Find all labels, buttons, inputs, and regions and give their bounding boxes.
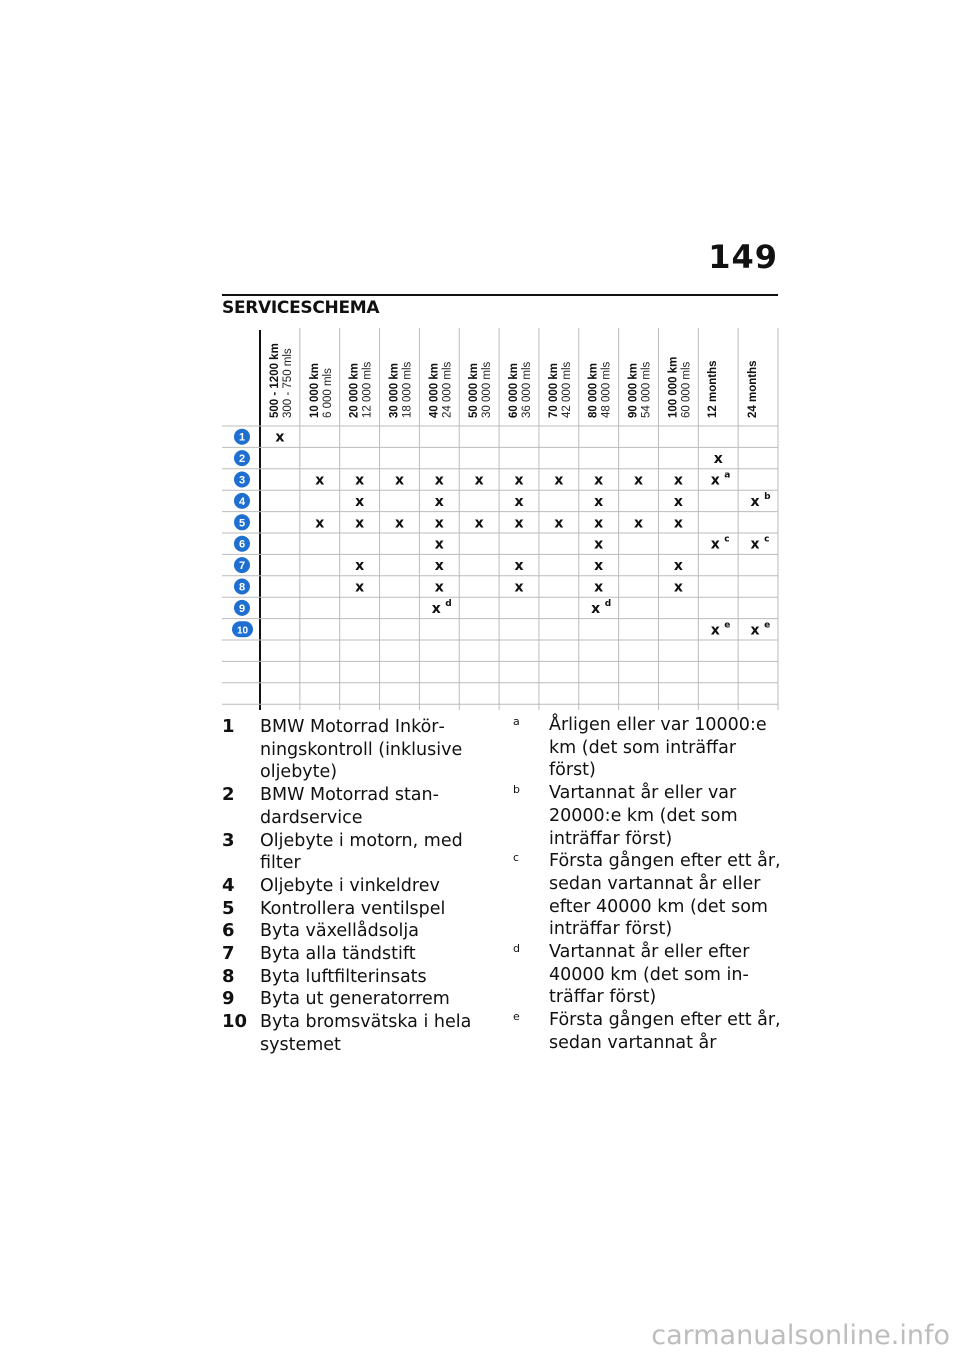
service-mark: x bbox=[594, 493, 604, 510]
footnotes bbox=[512, 714, 782, 1055]
legend-number: 2 bbox=[222, 784, 235, 806]
footnote-mark: c bbox=[513, 851, 520, 865]
legend-item bbox=[222, 784, 472, 829]
footnote-mark: a bbox=[513, 715, 520, 728]
column-header-km: 60 000 km bbox=[508, 363, 520, 418]
column-header-km: 20 000 km bbox=[348, 363, 361, 418]
legend-text: Kontrollera ventilspel bbox=[260, 898, 446, 919]
service-mark: x bbox=[355, 515, 365, 532]
section-title: SERVICESCHEMA bbox=[222, 298, 380, 318]
row-badge-label: 4 bbox=[238, 495, 246, 508]
legend-text: Byta luftfilterinsats bbox=[260, 966, 427, 987]
column-header-km: 90 000 km bbox=[627, 363, 640, 418]
column-header-mls: 60 000 mls bbox=[680, 361, 693, 418]
footnote-text: Vartannat år eller var 20000:e km (det som inträffar först) bbox=[549, 783, 738, 849]
service-mark: x bbox=[355, 579, 365, 596]
service-mark: x bbox=[434, 579, 444, 596]
service-mark: x bbox=[713, 451, 723, 468]
service-mark: x bbox=[673, 493, 683, 510]
service-item-legend bbox=[222, 716, 472, 1057]
legend-number: 1 bbox=[222, 716, 235, 737]
service-mark: x bbox=[474, 515, 484, 532]
legend-text: BMW Motorrad standardservice bbox=[260, 785, 439, 828]
column-header-mls: 300 - 750 mls bbox=[281, 348, 294, 418]
service-mark: x bbox=[673, 579, 683, 596]
footnote-ref: c bbox=[764, 534, 770, 545]
legend-text: Byta bromsvätska i hela systemet bbox=[260, 1012, 472, 1055]
column-header-mls: 30 000 mls bbox=[481, 361, 494, 418]
service-mark: x bbox=[434, 472, 444, 489]
service-mark: x bbox=[394, 472, 404, 489]
service-mark: x bbox=[315, 515, 325, 532]
service-mark: x bbox=[594, 472, 604, 489]
column-header-km: 40 000 km bbox=[428, 363, 441, 418]
legend-item bbox=[222, 716, 472, 784]
service-mark: x bbox=[673, 558, 683, 575]
watermark: carmanualsonline.info bbox=[651, 1320, 950, 1351]
footnote-item bbox=[512, 941, 782, 1009]
service-mark: x bbox=[434, 536, 444, 553]
legend-number: 8 bbox=[222, 965, 235, 987]
footnote-text: Första gången efter ett år, sedan vartannat år bbox=[549, 1010, 781, 1053]
row-badge-label: 10 bbox=[236, 625, 249, 637]
service-mark: x bbox=[394, 515, 404, 532]
legend-text: Byta växellådsolja bbox=[260, 921, 420, 942]
legend-number: 7 bbox=[222, 943, 235, 965]
service-mark: x bbox=[673, 472, 683, 489]
service-mark: x bbox=[634, 515, 644, 532]
footnote-ref: d bbox=[445, 598, 452, 609]
service-mark: x bbox=[275, 429, 285, 446]
footnote-ref: c bbox=[724, 534, 730, 545]
footnote-text: Första gången efter ett år, sedan vartannat år eller efter 40000 km (det som inträffar först) bbox=[549, 851, 781, 940]
column-header-km: 12 months bbox=[707, 360, 720, 418]
footnote-text: Årligen eller var 10000:e km (det som inträffar först) bbox=[549, 715, 767, 781]
service-mark: x bbox=[554, 472, 564, 489]
footnote-ref: a bbox=[724, 470, 731, 481]
legend-text: Oljebyte i motorn, med filter bbox=[260, 830, 463, 874]
column-header-mls: 6 000 mls bbox=[321, 368, 334, 418]
service-mark: x bbox=[434, 515, 444, 532]
footnote-ref: e bbox=[764, 620, 771, 631]
service-mark: x bbox=[315, 472, 325, 489]
service-mark: x bbox=[514, 515, 524, 532]
row-badge-label: 3 bbox=[238, 474, 246, 487]
service-mark: x bbox=[634, 472, 644, 489]
legend-item bbox=[222, 898, 472, 921]
service-mark: x bbox=[355, 493, 365, 510]
legend-number: 4 bbox=[222, 874, 235, 896]
footnote-mark: b bbox=[513, 783, 520, 797]
service-mark: x bbox=[434, 493, 444, 510]
service-mark: x bbox=[673, 515, 683, 532]
service-mark: x bbox=[474, 472, 484, 489]
column-header-km: 100 000 km bbox=[667, 356, 680, 418]
column-header-mls: 12 000 mls bbox=[361, 361, 374, 418]
row-badge-label: 7 bbox=[238, 560, 246, 573]
service-mark: x bbox=[355, 558, 365, 575]
legend-number: 3 bbox=[222, 829, 235, 851]
service-mark: x bbox=[710, 472, 720, 489]
legend-number: 5 bbox=[222, 897, 235, 919]
row-badge-label: 6 bbox=[238, 538, 246, 551]
service-mark: x bbox=[750, 493, 760, 510]
footnote-mark: e bbox=[513, 1010, 520, 1024]
footnote-text: Vartannat år eller efter 40000 km (det som inträffar först) bbox=[549, 942, 750, 1008]
column-header-km: 50 000 km bbox=[468, 363, 481, 418]
service-mark: x bbox=[514, 493, 524, 510]
legend-item bbox=[222, 988, 472, 1011]
legend-item bbox=[222, 920, 472, 943]
service-mark: x bbox=[594, 558, 604, 575]
column-header-mls: 18 000 mls bbox=[401, 361, 414, 418]
column-header-km: 10 000 km bbox=[308, 363, 321, 418]
legend-item bbox=[222, 830, 472, 875]
service-mark: x bbox=[355, 472, 365, 489]
legend-item bbox=[222, 943, 472, 966]
footnote-item bbox=[512, 850, 782, 941]
legend-text: Oljebyte i vinkeldrev bbox=[260, 875, 440, 896]
column-header-mls: 36 000 mls bbox=[521, 361, 533, 418]
footnote-ref: e bbox=[724, 620, 731, 631]
row-badge-label: 9 bbox=[238, 602, 246, 615]
legend-text: Byta alla tändstift bbox=[260, 944, 416, 965]
service-mark: x bbox=[710, 622, 720, 639]
column-header-km: 80 000 km bbox=[587, 363, 600, 418]
legend-item bbox=[222, 966, 472, 989]
legend-text: Byta ut generatorrem bbox=[260, 989, 450, 1010]
column-header-mls: 54 000 mls bbox=[640, 361, 653, 418]
legend-number: 9 bbox=[222, 988, 235, 1010]
row-badge-label: 5 bbox=[238, 517, 246, 530]
legend-item bbox=[222, 875, 472, 898]
footnote-mark: d bbox=[513, 942, 520, 956]
legend-number: 10 bbox=[222, 1011, 248, 1033]
legend-text: BMW Motorrad Inkörningskontroll (inklusive oljebyte) bbox=[260, 717, 463, 783]
column-header-mls: 48 000 mls bbox=[600, 361, 613, 418]
column-header-km: 30 000 km bbox=[388, 363, 401, 418]
row-badge-label: 8 bbox=[238, 581, 246, 594]
service-mark: x bbox=[514, 472, 524, 489]
service-mark: x bbox=[594, 515, 604, 532]
footnote-item bbox=[512, 782, 782, 850]
service-mark: x bbox=[514, 558, 524, 575]
row-badge-label: 1 bbox=[238, 431, 246, 444]
page-number: 149 bbox=[708, 238, 778, 276]
service-mark: x bbox=[710, 536, 720, 553]
row-badge-label: 2 bbox=[238, 453, 246, 466]
service-mark: x bbox=[554, 515, 564, 532]
service-mark: x bbox=[594, 536, 604, 553]
column-header-mls: 42 000 mls bbox=[560, 361, 573, 418]
service-mark: x bbox=[750, 622, 760, 639]
footnote-item bbox=[512, 714, 782, 782]
footnote-ref: d bbox=[604, 598, 612, 609]
column-header-km: 24 months bbox=[747, 360, 760, 418]
legend-number: 6 bbox=[222, 920, 235, 942]
column-header-km: 500 - 1200 km bbox=[268, 343, 281, 418]
footnote-ref: b bbox=[764, 491, 771, 502]
service-mark: x bbox=[434, 558, 444, 575]
service-mark: x bbox=[431, 600, 441, 617]
service-mark: x bbox=[594, 579, 604, 596]
service-mark: x bbox=[514, 579, 524, 596]
service-mark: x bbox=[750, 536, 760, 553]
legend-item bbox=[222, 1011, 472, 1056]
column-header-mls: 24 000 mls bbox=[441, 361, 454, 418]
footnote-item bbox=[512, 1009, 782, 1054]
service-mark: x bbox=[591, 600, 601, 617]
column-header-km: 70 000 km bbox=[547, 363, 560, 418]
